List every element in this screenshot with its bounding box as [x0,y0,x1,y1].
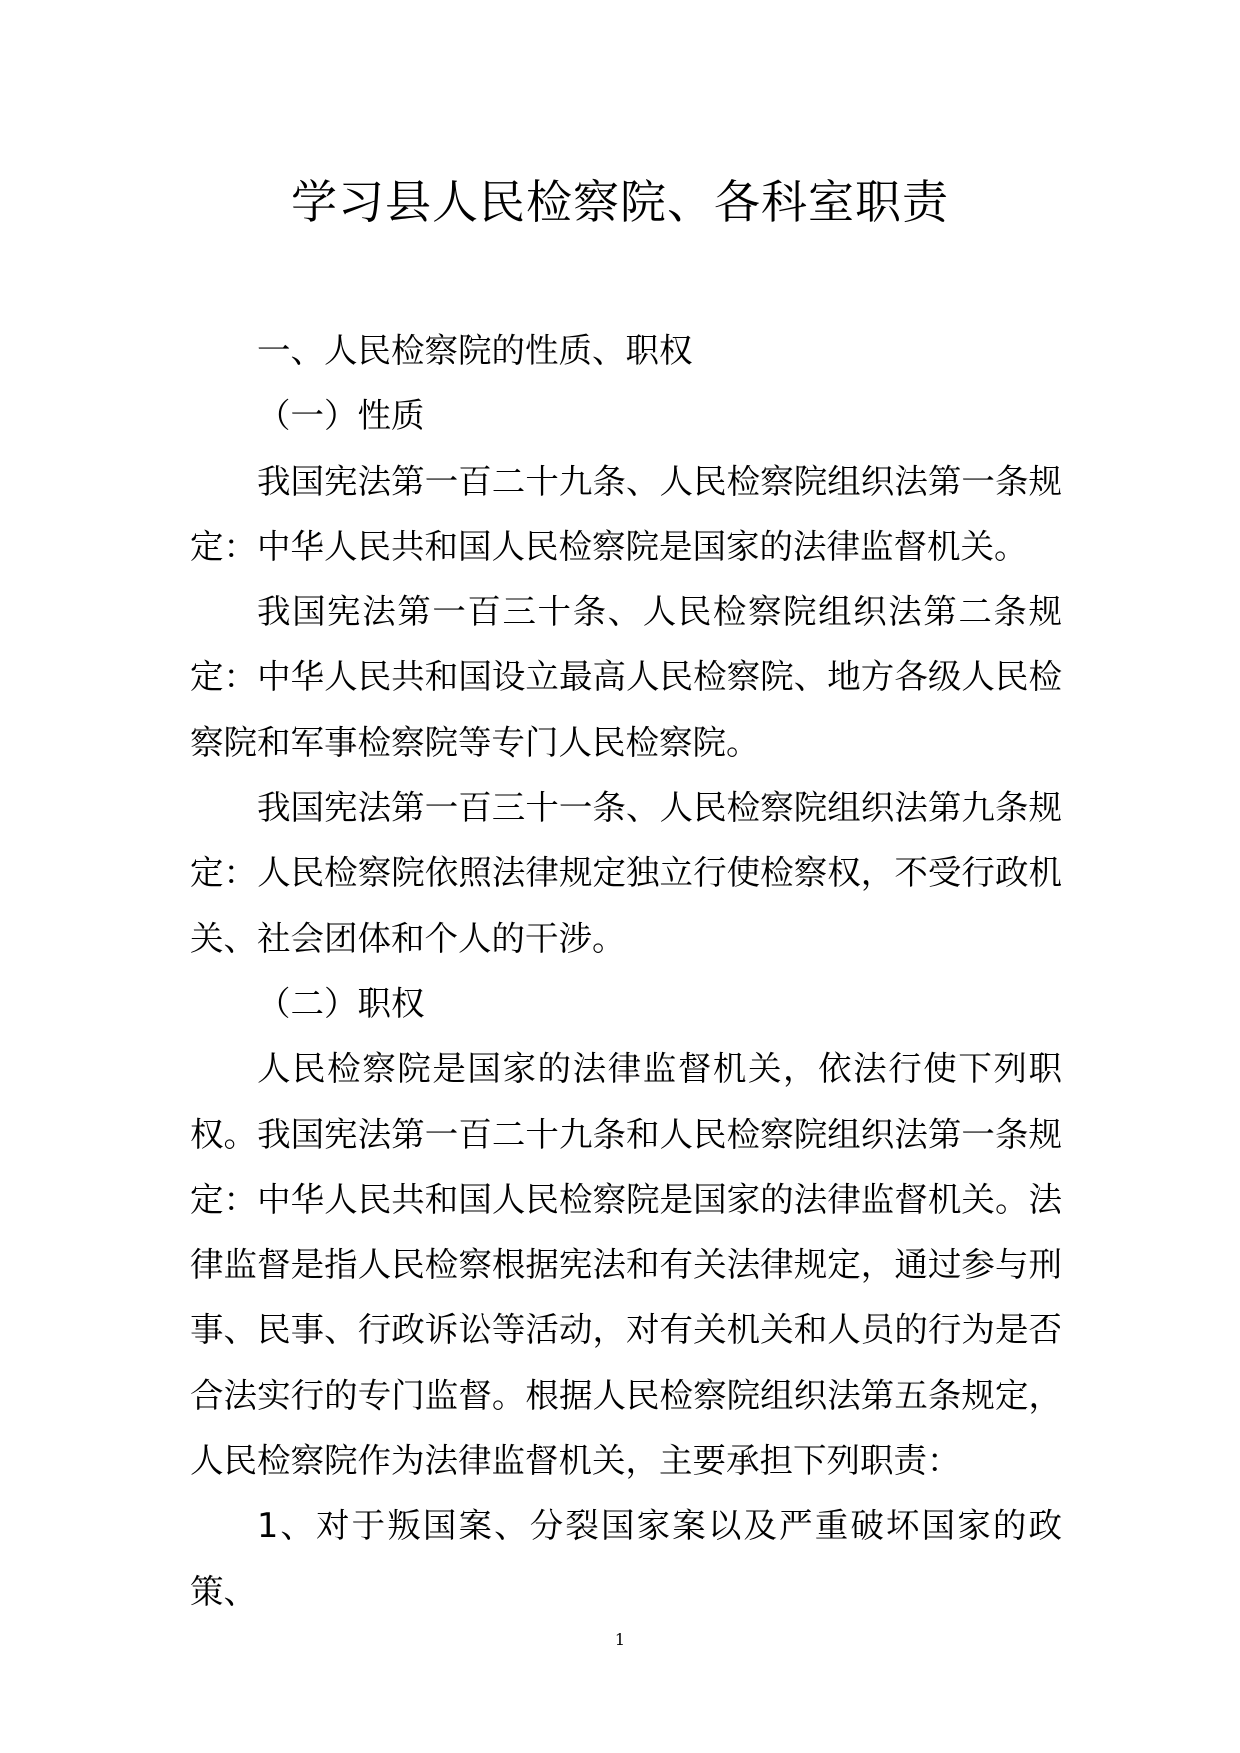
paragraph-constitution-art-130: 我国宪法第一百三十条、人民检察院组织法第二条规定：中华人民共和国设立最高人民检察院、地方各级人民检察院和军事检察院等专门人民检察院。 [190,592,1062,762]
document-body [190,318,1062,1624]
section-heading-nature-powers: 一、人民检察院的性质、职权 [257,331,693,370]
subsection-heading-nature: （一）性质 [257,396,425,436]
paragraph-constitution-art-131: 我国宪法第一百三十一条、人民检察院组织法第九条规定：人民检察院依照法律规定独立行使检察权，不受行政机关、社会团体和个人的干涉。 [190,788,1062,958]
page-number: 1 [614,1630,626,1649]
document-title: 学习县人民检察院、各科室职责 [291,175,949,229]
paragraph-constitution-art-129: 我国宪法第一百二十九条、人民检察院组织法第一条规定：中华人民共和国人民检察院是国家的法律监督机关。 [190,461,1062,566]
subsection-heading-powers: （二）职权 [257,983,425,1023]
paragraph-duty-item-1: 1、对于叛国案、分裂国家案以及严重破坏国家的政策、 [190,1506,1062,1611]
paragraph-legal-supervision: 人民检察院是国家的法律监督机关，依法行使下列职权。我国宪法第一百二十九条和人民检察院组织法第一条规定：中华人民共和国人民检察院是国家的法律监督机关。法律监督是指人民检察根据宪法和有关法律规定，通过参与刑事、民事、行政诉讼等活动，对有关机关和人员的行为是否合法实行的专门监督。根据人民检察院组织法第五条规定，人民检察院作为法律监督机关，主要承担下列职责： [190,1049,1062,1481]
